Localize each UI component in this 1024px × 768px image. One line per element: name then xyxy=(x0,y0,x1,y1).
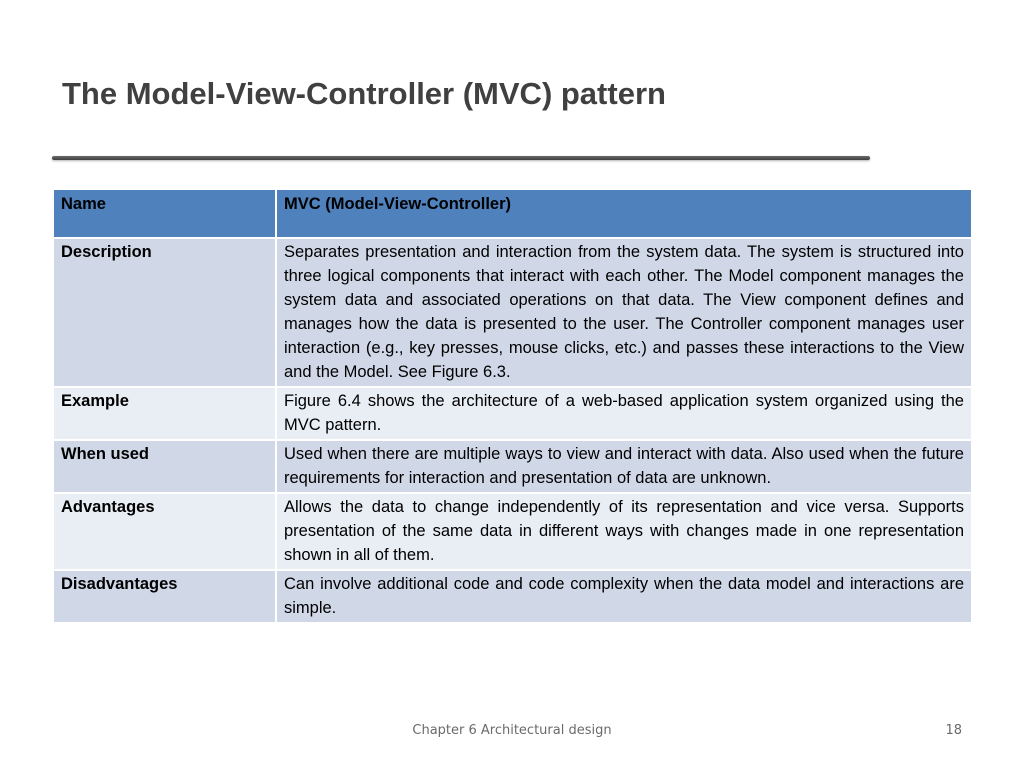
row-value-when-used: Used when there are multiple ways to view and interact with data. Also used when the future requirements for interaction and presentation of data are unknown. xyxy=(276,440,972,493)
pattern-table xyxy=(52,188,973,624)
table-row-disadvantages xyxy=(53,570,972,623)
header-value-cell: MVC (Model-View-Controller) xyxy=(276,189,972,238)
table-row-when-used xyxy=(53,440,972,493)
row-label-when-used: When used xyxy=(53,440,276,493)
row-value-advantages: Allows the data to change independently of its representation and vice versa. Supports presentation of the same data in different ways with changes made in one representation shown in all of them. xyxy=(276,493,972,570)
table-row-advantages xyxy=(53,493,972,570)
table-row-description xyxy=(53,238,972,387)
table-header-row xyxy=(53,189,972,238)
row-label-advantages: Advantages xyxy=(53,493,276,570)
row-value-description: Separates presentation and interaction from the system data. The system is structured into three logical components that interact with each other. The Model component manages the system data and associated operations on that data. The View component defines and manages how the data is presented to the user. The Controller component manages user interaction (e.g., key presses, mouse clicks, etc.) and passes these interactions to the View and the Model. See Figure 6.3. xyxy=(276,238,972,387)
row-label-example: Example xyxy=(53,387,276,440)
title-divider xyxy=(52,156,870,160)
row-value-disadvantages: Can involve additional code and code complexity when the data model and interactions are simple. xyxy=(276,570,972,623)
page-number: 18 xyxy=(945,723,962,738)
table-row-example xyxy=(53,387,972,440)
footer-chapter-label: Chapter 6 Architectural design xyxy=(412,723,612,738)
slide-title: The Model-View-Controller (MVC) pattern xyxy=(62,76,666,111)
row-label-description: Description xyxy=(53,238,276,387)
header-label-cell: Name xyxy=(53,189,276,238)
row-value-example: Figure 6.4 shows the architecture of a web-based application system organized using the MVC pattern. xyxy=(276,387,972,440)
row-label-disadvantages: Disadvantages xyxy=(53,570,276,623)
